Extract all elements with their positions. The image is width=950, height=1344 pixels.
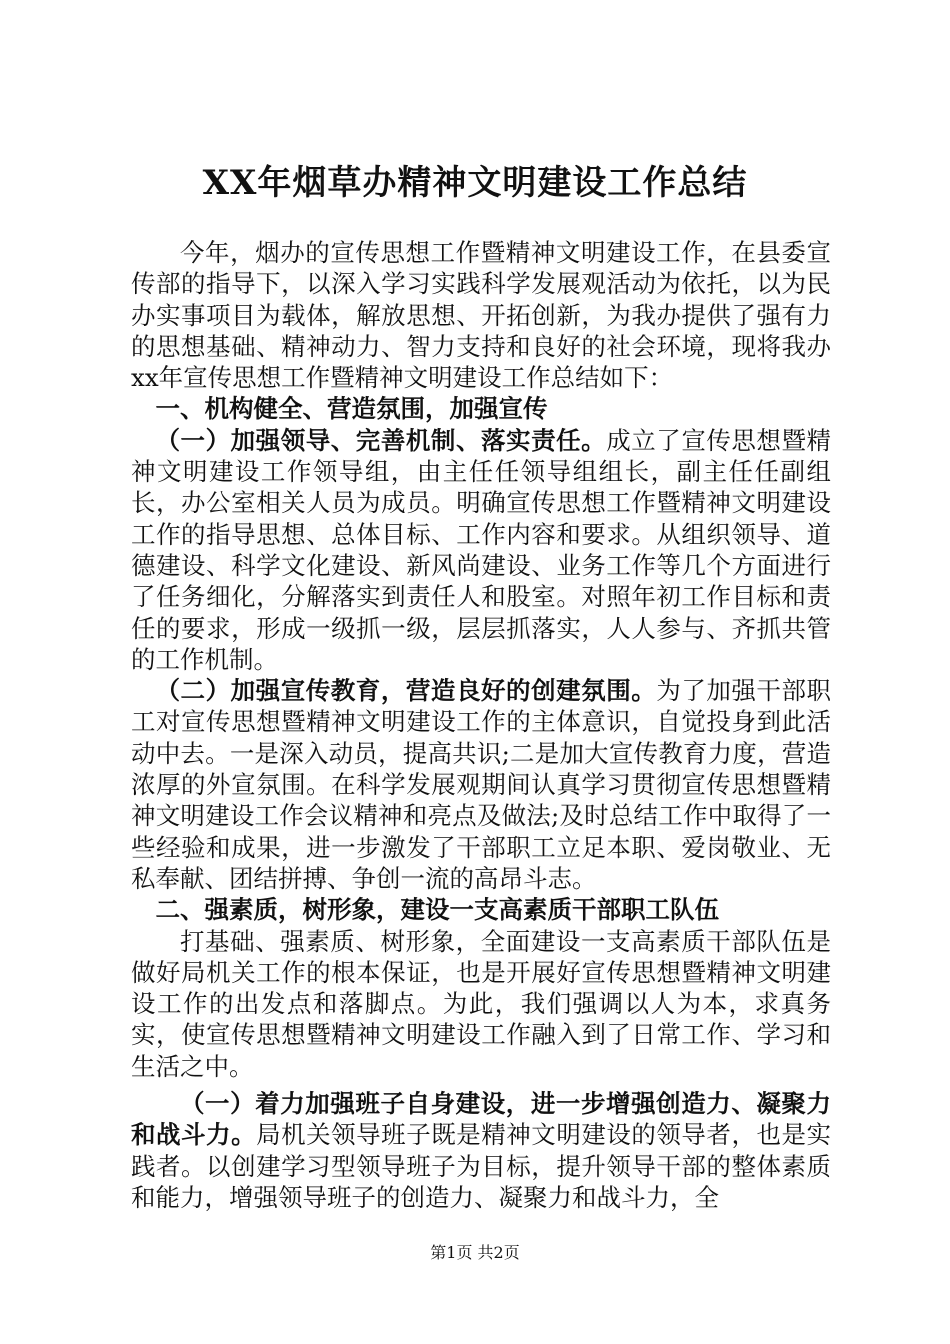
section-2-intro: 打基础、强素质、树形象，全面建设一支高素质干部队伍是做好局机关工作的根本保证，也是开展好宣传思想暨精神文明建设工作的出发点和落脚点。为此，我们强调以人为本，求真务实，使宣传思想暨精神文明建设工作融入到了日常工作、学习和生活之中。 bbox=[131, 926, 831, 1081]
section-1-heading: 一、机构健全、营造氛围，加强宣传 bbox=[155, 394, 548, 424]
section-2-heading: 二、强素质，树形象，建设一支高素质干部职工队伍 bbox=[155, 895, 719, 925]
section-2-paragraph-1 bbox=[131, 1088, 831, 1213]
section-1-subheading-2: （二）加强宣传教育，营造良好的创建氛围。 bbox=[155, 676, 657, 706]
section-2-subheading-1: （一）着力加强班子自身建设，进一步增强创造力、凝聚力和战斗力。 bbox=[131, 1089, 831, 1150]
section-2-paragraph-1-text: 局机关领导班子既是精神文明建设的领导者，也是实践者。以创建学习型领导班子为目标，提升领导干部的整体素质和能力，增强领导班子的创造力、凝聚力和战斗力，全 bbox=[131, 1120, 831, 1212]
document-body bbox=[131, 237, 831, 1213]
section-1-paragraph-1-text: 成立了宣传思想暨精神文明建设工作领导组，由主任任领导组组长，副主任任副组长，办公室相关人员为成员。明确宣传思想工作暨精神文明建设工作的指导思想、总体目标、工作内容和要求。从组织领导、道德建设、科学文化建设、新风尚建设、业务工作等几个方面进行了任务细化，分解落实到责任人和股室。对照年初工作目标和责任的要求，形成一级抓一级，层层抓落实，人人参与、齐抓共管的工作机制。 bbox=[131, 425, 832, 674]
section-1-paragraph-1 bbox=[131, 425, 831, 675]
page-footer: 第1页 共2页 bbox=[430, 1243, 520, 1262]
section-1-paragraph-2 bbox=[131, 675, 831, 894]
intro-paragraph: 今年，烟办的宣传思想工作暨精神文明建设工作，在县委宣传部的指导下，以深入学习实践科学发展观活动为依托，以为民办实事项目为载体，解放思想、开拓创新，为我办提供了强有力的思想基础、精神动力、智力支持和良好的社会环境，现将我办xx年宣传思想工作暨精神文明建设工作总结如下： bbox=[131, 238, 831, 393]
section-1-subheading-1: （一）加强领导、完善机制、落实责任。 bbox=[155, 425, 607, 455]
section-1-paragraph-2-text: 为了加强干部职工对宣传思想暨精神文明建设工作的主体意识，自觉投身到此活动中去。一是深入动员，提高共识;二是加大宣传教育力度，营造浓厚的外宣氛围。在科学发展观期间认真学习贯彻宣传思想暨精神文明建设工作会议精神和亮点及做法;及时总结工作中取得了一些经验和成果，进一步激发了干部职工立足本职、爱岗敬业、无私奉献、团结拼搏、争创一流的高昂斗志。 bbox=[131, 676, 832, 893]
document-title: XX年烟草办精神文明建设工作总结 bbox=[202, 163, 748, 203]
